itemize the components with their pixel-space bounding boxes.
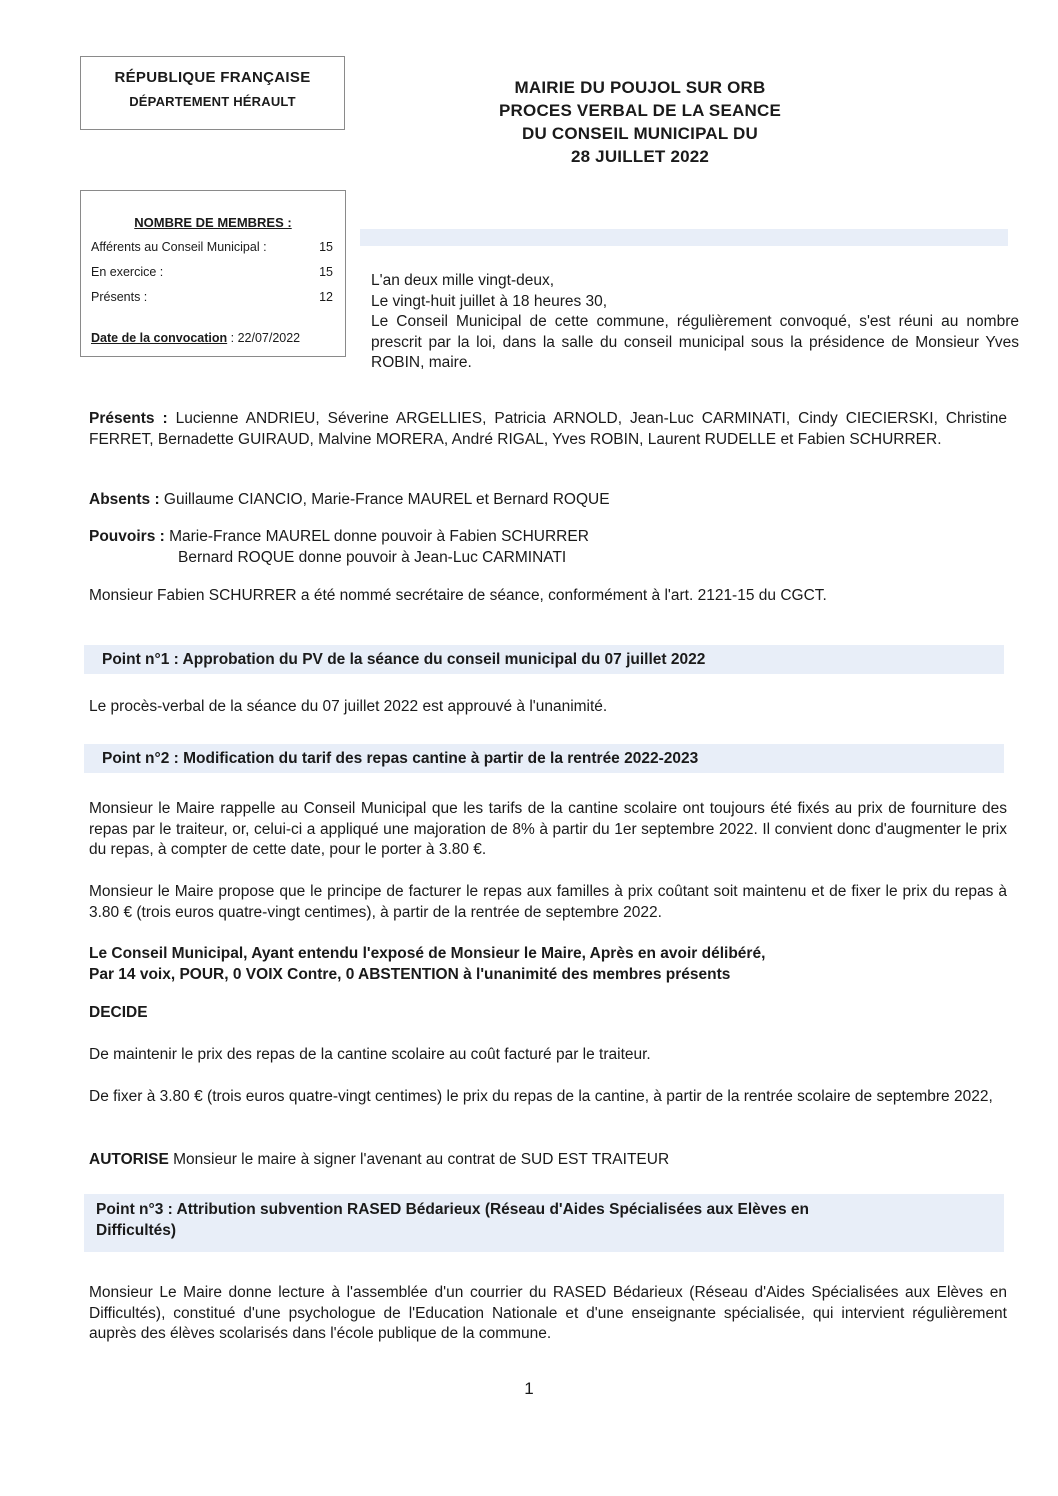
title-date: 28 JUILLET 2022 <box>570 147 710 166</box>
title-line: DU CONSEIL MUNICIPAL DU <box>521 124 758 143</box>
point-1-title: Point n°1 : Approbation du PV de la séance du conseil municipal du 07 juillet 2022 <box>102 651 706 668</box>
members-row <box>91 240 335 254</box>
members-row-label: En exercice : <box>91 265 164 279</box>
members-row-value: 15 <box>319 240 333 254</box>
members-row-value: 15 <box>319 265 333 279</box>
point-2-paragraph-1 <box>89 799 1007 861</box>
secretary-text: Monsieur Fabien SCHURRER a été nommé secrétaire de séance, conformément à l'art. 2121-15 du CGCT. <box>89 587 827 604</box>
intro-paragraph: Le Conseil Municipal de cette commune, régulièrement convoqué, s'est réuni au nombre prescrit par la loi, dans la salle du conseil municipal sous la présidence de Monsieur Yves ROBIN, maire. <box>371 313 1019 372</box>
point-3-title: Point n°3 : Attribution subvention RASED Bédarieux (Réseau d'Aides Spécialisées aux Elèves en <box>96 1201 810 1218</box>
title-line: PROCES VERBAL DE LA SEANCE <box>499 101 781 120</box>
vote-block <box>89 944 1007 985</box>
point-2-title: Point n°2 : Modification du tarif des repas cantine à partir de la rentrée 2022-2023 <box>102 750 699 767</box>
point-3-heading <box>84 1194 1004 1252</box>
decide-heading <box>89 1003 1007 1024</box>
secretary-paragraph <box>89 586 1007 607</box>
vote-line: Le Conseil Municipal, Ayant entendu l'exposé de Monsieur le Maire, Après en avoir délibéré, <box>89 945 766 962</box>
absents-label: Absents : <box>89 491 160 508</box>
point-2-paragraph-2 <box>89 882 1007 923</box>
decision-1 <box>89 1045 1007 1066</box>
pouvoirs-line: Bernard ROQUE donne pouvoir à Jean-Luc CARMINATI <box>178 548 567 566</box>
autorise-label: AUTORISE <box>89 1151 169 1168</box>
republic-box <box>80 56 345 130</box>
pouvoirs-label: Pouvoirs : <box>89 528 165 545</box>
point-1-paragraph: Le procès-verbal de la séance du 07 juillet 2022 est approuvé à l'unanimité. <box>89 698 608 715</box>
point-3-text: Monsieur Le Maire donne lecture à l'assemblée d'un courrier du RASED Bédarieux (Réseau d'Aides Spécialisées aux Elèves en Difficultés), constitué d'une psychologue de l'Education Nationale et d'une enseignante spécialisée, qui intervient régulièrement auprès des élèves scolarisés dans l'école publique de la commune. <box>89 1284 1007 1343</box>
decide-label: DECIDE <box>89 1004 148 1021</box>
intro-text <box>371 271 1019 374</box>
members-box <box>80 190 346 357</box>
decision-text: De fixer à 3.80 € (trois euros quatre-vingt centimes) le prix du repas de la cantine, à partir de la rentrée scolaire de septembre 2022, <box>89 1088 993 1105</box>
page-number: 1 <box>524 1379 534 1398</box>
point-2-heading <box>84 744 1004 773</box>
department-label: DÉPARTEMENT HÉRAULT <box>129 94 296 109</box>
members-row-label: Afférents au Conseil Municipal : <box>91 240 267 254</box>
point-3-paragraph <box>89 1283 1007 1345</box>
title-line: MAIRIE DU POUJOL SUR ORB <box>514 78 766 97</box>
point-1-heading <box>84 645 1004 674</box>
convocation-value: : 22/07/2022 <box>227 331 301 345</box>
decision-2 <box>89 1087 1007 1108</box>
pouvoirs-line: Marie-France MAUREL donne pouvoir à Fabien SCHURRER <box>164 528 589 545</box>
convocation-date <box>91 331 300 345</box>
republic-label: RÉPUBLIQUE FRANÇAISE <box>114 69 311 86</box>
members-row <box>91 265 335 279</box>
pouvoirs-paragraph <box>89 527 1007 568</box>
header-band <box>360 229 1008 246</box>
presents-label: Présents : <box>89 410 168 427</box>
presents-list: Lucienne ANDRIEU, Séverine ARGELLIES, Patricia ARNOLD, Jean-Luc CARMINATI, Cindy CIECIERSKI, Christine FERRET, Bernadette GUIRAUD, Malvine MORERA, André RIGAL, Yves ROBIN, Laurent RUDELLE et Fabien SCHURRER. <box>89 410 1008 448</box>
point-1-text <box>89 697 1007 718</box>
absents-list: Guillaume CIANCIO, Marie-France MAUREL et Bernard ROQUE <box>159 491 610 508</box>
autorise-paragraph <box>89 1150 1007 1171</box>
convocation-label: Date de la convocation <box>91 331 228 345</box>
members-row-label: Présents : <box>91 290 148 304</box>
document-title <box>400 76 880 168</box>
presents-paragraph <box>89 409 1007 450</box>
members-heading: NOMBRE DE MEMBRES : <box>134 215 292 230</box>
members-row-value: 12 <box>319 290 333 304</box>
autorise-text: Monsieur le maire à signer l'avenant au contrat de SUD EST TRAITEUR <box>168 1151 670 1168</box>
absents-paragraph <box>89 490 1007 511</box>
intro-line: Le vingt-huit juillet à 18 heures 30, <box>371 292 608 310</box>
point-2-text: Monsieur le Maire propose que le principe de facturer le repas aux familles à prix coûtant soit maintenu et de fixer le prix du repas à 3.80 € (trois euros quatre-vingt centimes), à partir de la rentrée de septembre 2022. <box>89 883 1007 921</box>
members-row <box>91 290 335 304</box>
point-3-title: Difficultés) <box>96 1222 177 1239</box>
vote-line: Par 14 voix, POUR, 0 VOIX Contre, 0 ABSTENTION à l'unanimité des membres présents <box>89 965 731 983</box>
point-2-text: Monsieur le Maire rappelle au Conseil Municipal que les tarifs de la cantine scolaire ont toujours été fixés au prix de fourniture des repas par le traiteur, or, celui-ci a appliqué une majoration de 8% à partir du 1er septembre 2022. Il convient donc d'augmenter le prix du repas, à compter de cette date, pour le porter à 3.80 €. <box>89 800 1007 859</box>
decision-text: De maintenir le prix des repas de la cantine scolaire au coût facturé par le traiteur. <box>89 1046 651 1063</box>
intro-line: L'an deux mille vingt-deux, <box>371 272 555 289</box>
